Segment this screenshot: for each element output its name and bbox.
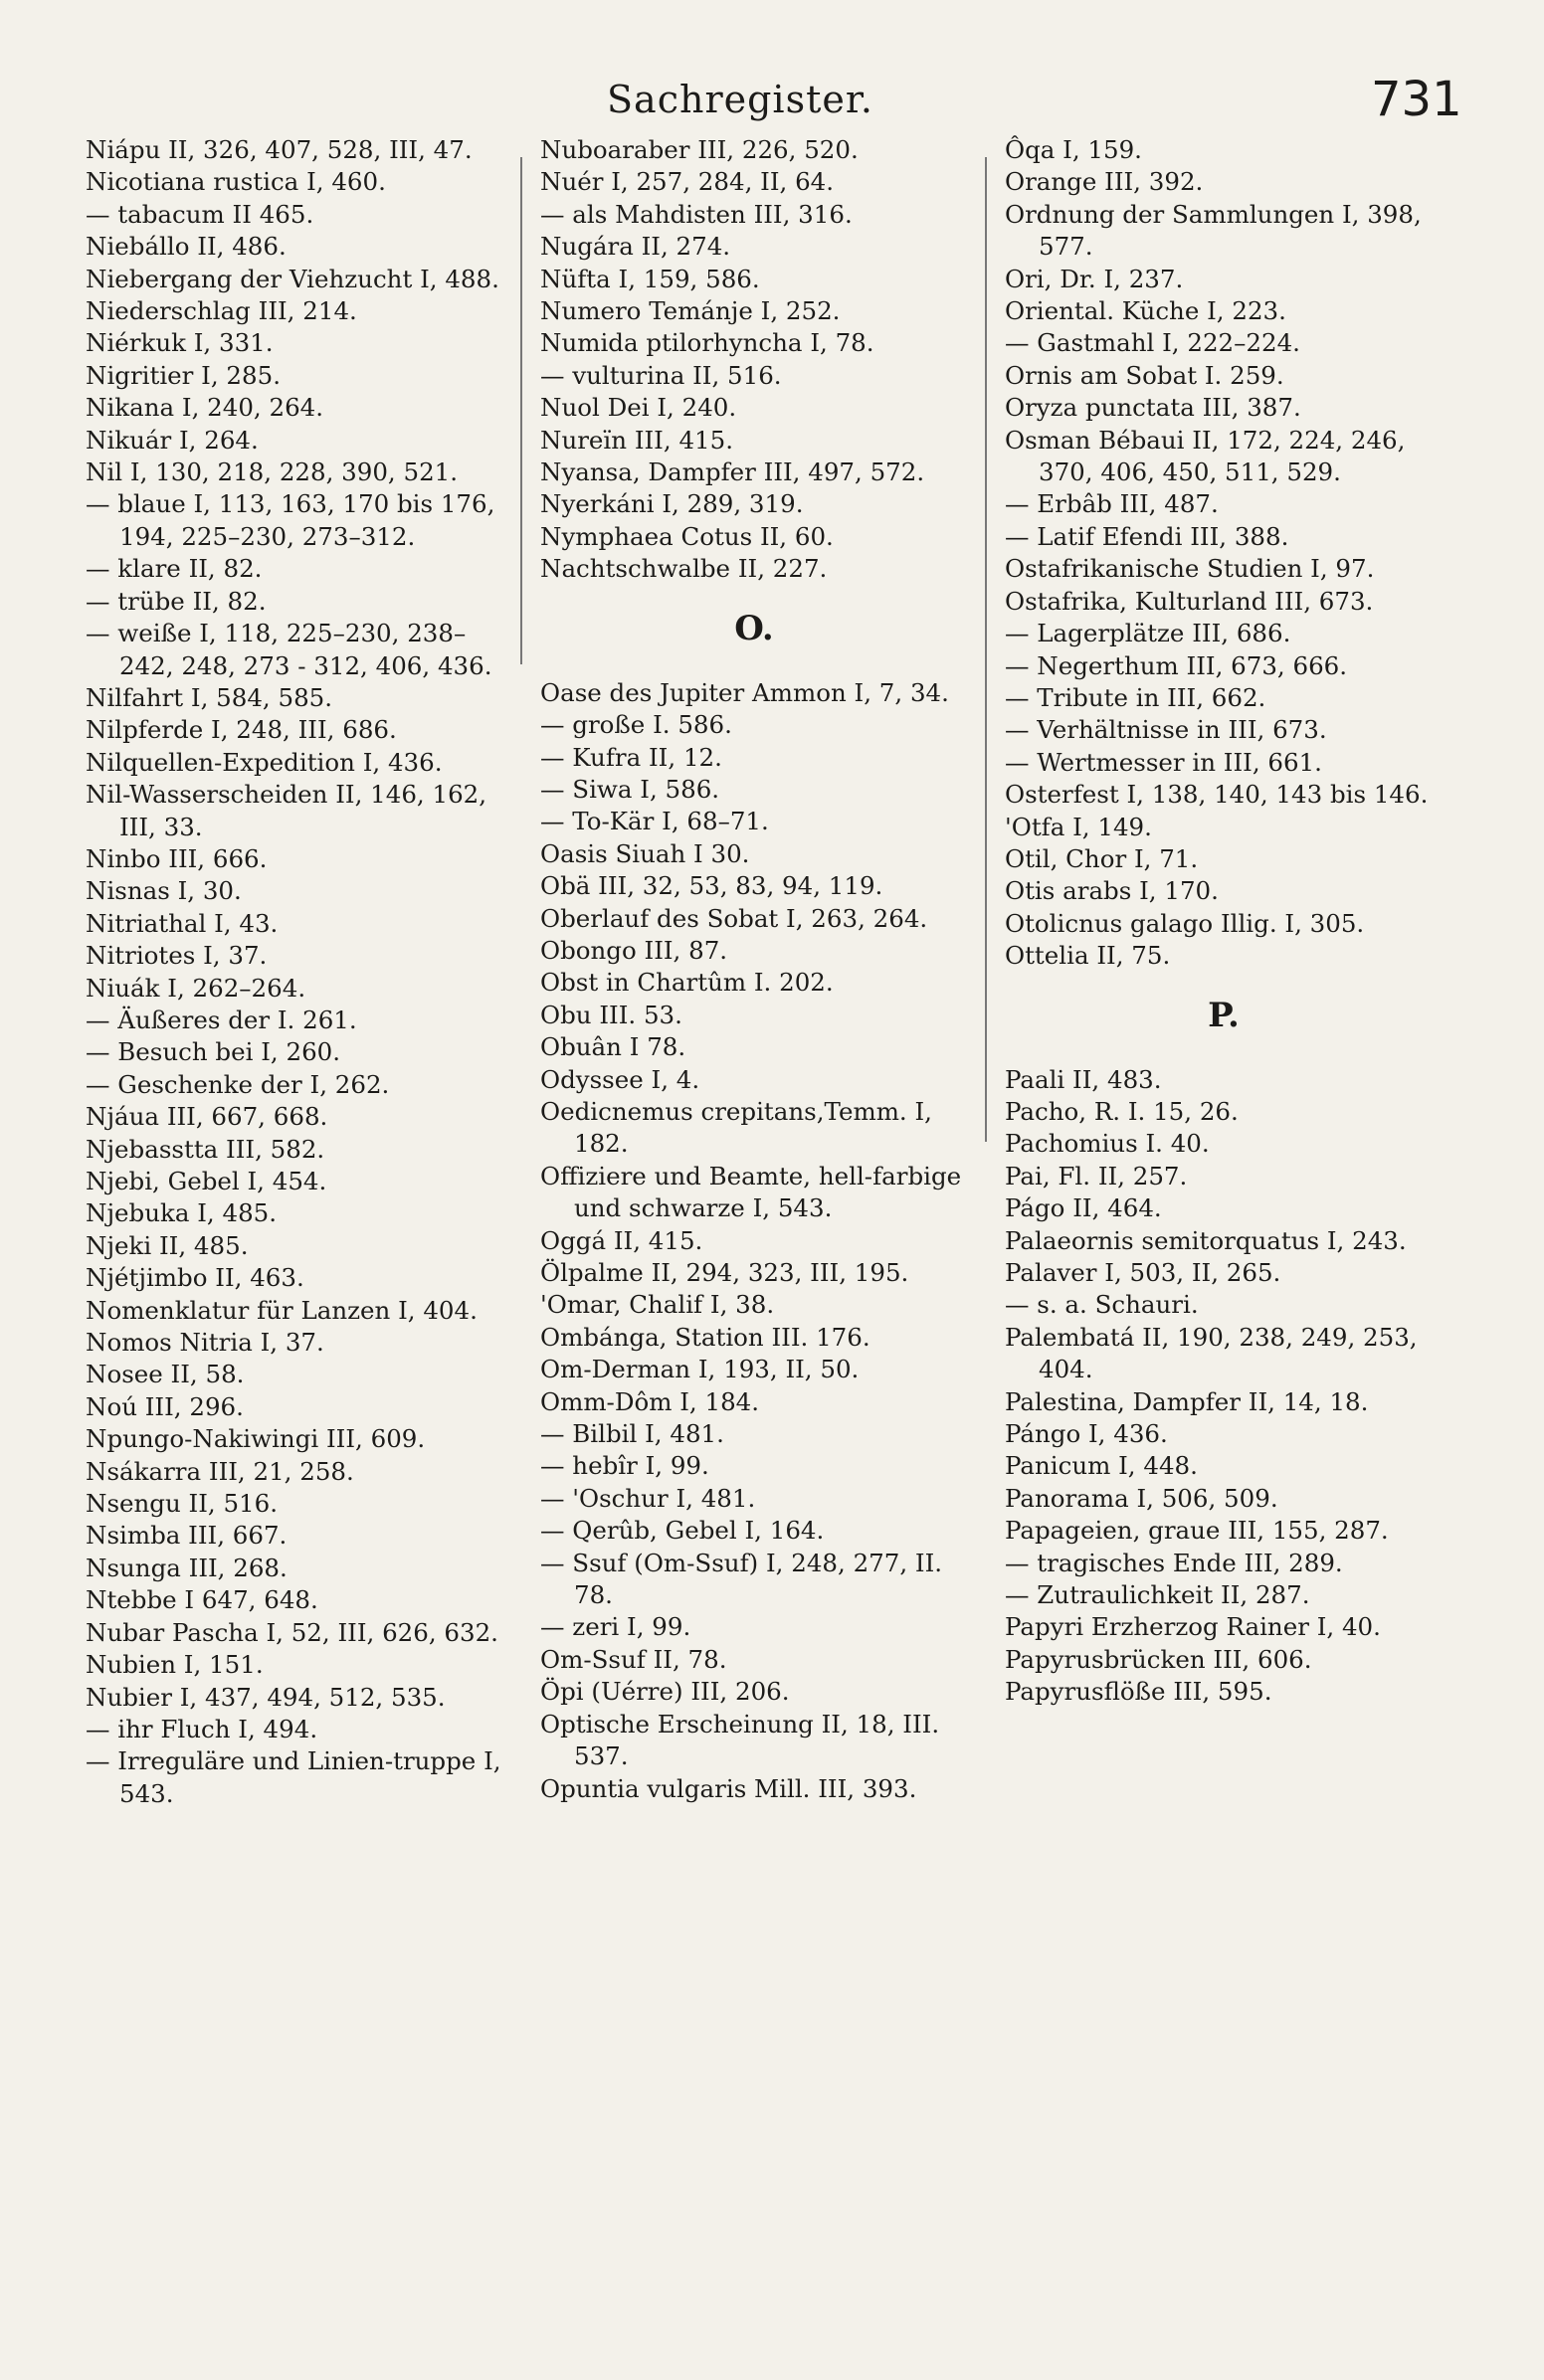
index-entry: Nilquellen-Expedition I, 436. — [86, 747, 443, 777]
index-entry: Pacho, R. I. 15, 26. — [1005, 1096, 1239, 1126]
index-entry: Oryza punctata III, 387. — [1005, 393, 1301, 423]
index-entry: Oriental. Küche I, 223. — [1005, 296, 1286, 326]
index-entry: Noú III, 296. — [86, 1391, 244, 1421]
index-entry: Orange III, 392. — [1005, 167, 1204, 197]
index-entry: — zeri I, 99. — [540, 1612, 691, 1642]
index-entry: Nsákarra III, 21, 258. — [86, 1456, 354, 1486]
index-entry: Npungo-Nakiwingi III, 609. — [86, 1424, 426, 1454]
letter-heading-o: O. — [734, 608, 774, 648]
index-entry: Palembatá II, 190, 238, 249, 253, 404. — [1005, 1322, 1418, 1384]
index-entry: Nüfta I, 159, 586. — [540, 264, 760, 293]
index-entry: Panicum I, 448. — [1005, 1451, 1198, 1481]
index-entry: Nilfahrt I, 584, 585. — [86, 682, 333, 712]
index-entry: — Latif Efendi III, 388. — [1005, 521, 1289, 551]
index-entry: — Irreguläre und Linien-truppe I, 543. — [86, 1746, 501, 1808]
index-entry: — Wertmesser in III, 661. — [1005, 747, 1322, 777]
index-entry: 'Otfa I, 149. — [1005, 812, 1152, 841]
running-head: Sachregister. — [607, 78, 873, 121]
index-entry: Nubien I, 151. — [86, 1650, 264, 1680]
index-entry: — tabacum II 465. — [86, 199, 314, 229]
index-entry: — tragisches Ende III, 289. — [1005, 1548, 1343, 1577]
index-entry: Opuntia vulgaris Mill. III, 393. — [540, 1773, 917, 1803]
index-entry: Ôqa I, 159. — [1005, 135, 1142, 164]
index-entry: Nubar Pascha I, 52, III, 626, 632. — [86, 1617, 498, 1647]
index-entry: Palaver I, 503, II, 265. — [1005, 1258, 1281, 1287]
index-entry: Palaeornis semitorquatus I, 243. — [1005, 1225, 1407, 1255]
index-entry: Panorama I, 506, 509. — [1005, 1483, 1278, 1513]
index-entry: Njebasstta III, 582. — [86, 1134, 325, 1164]
index-entry: Papyrusbrücken III, 606. — [1005, 1644, 1312, 1674]
index-entry: Nikana I, 240, 264. — [86, 393, 324, 423]
index-entry: Papyri Erzherzog Rainer I, 40. — [1005, 1612, 1381, 1642]
index-entry: Odyssee I, 4. — [540, 1064, 700, 1094]
index-entry: Niuák I, 262–264. — [86, 973, 306, 1003]
index-column-3 — [1005, 134, 1443, 1709]
index-entry: Nisnas I, 30. — [86, 876, 242, 906]
index-entry: — 'Oschur I, 481. — [540, 1483, 756, 1513]
index-entry: Nachtschwalbe II, 227. — [540, 554, 828, 584]
index-entry: Palestina, Dampfer II, 14, 18. — [1005, 1386, 1369, 1416]
index-entry: Osman Bébaui II, 172, 224, 246, 370, 406, 450, 511, 529. — [1005, 425, 1406, 487]
index-entry: Nsengu II, 516. — [86, 1489, 279, 1519]
index-entry: Nil-Wasserscheiden II, 146, 162, III, 33. — [86, 780, 487, 841]
index-entry: Nikuár I, 264. — [86, 425, 259, 455]
index-entry: — Besuch bei I, 260. — [86, 1037, 341, 1067]
index-entry: — blaue I, 113, 163, 170 bis 176, 194, 225–230, 273–312. — [86, 489, 495, 551]
index-entry: Ori, Dr. I, 237. — [1005, 264, 1184, 293]
index-entry: Optische Erscheinung II, 18, III. 537. — [540, 1709, 940, 1771]
index-entry: — Bilbil I, 481. — [540, 1419, 724, 1449]
index-entry: Nuol Dei I, 240. — [540, 393, 737, 423]
index-entry: Njétjimbo II, 463. — [86, 1263, 304, 1293]
index-entry: Nuér I, 257, 284, II, 64. — [540, 167, 835, 197]
index-entry: Om-Derman I, 193, II, 50. — [540, 1355, 860, 1384]
index-entry: Nomos Nitria I, 37. — [86, 1328, 324, 1358]
index-entry: Nugára II, 274. — [540, 232, 731, 262]
index-entry: Obu III. 53. — [540, 1000, 682, 1029]
index-entry: Nitriotes I, 37. — [86, 941, 268, 971]
index-entry: Niérkuk I, 331. — [86, 328, 274, 358]
index-entry: Obst in Chartûm I. 202. — [540, 968, 834, 998]
index-entry: Págo II, 464. — [1005, 1193, 1162, 1223]
index-entry: Nsimba III, 667. — [86, 1521, 288, 1551]
index-entry: Otis arabs I, 170. — [1005, 876, 1219, 906]
index-entry: Obongo III, 87. — [540, 935, 728, 965]
index-entry: Oberlauf des Sobat I, 263, 264. — [540, 903, 928, 933]
index-entry: — große I. 586. — [540, 710, 732, 740]
index-entry: Ninbo III, 666. — [86, 843, 268, 873]
index-entry: Pángo I, 436. — [1005, 1419, 1168, 1449]
index-entry: — als Mahdisten III, 316. — [540, 199, 853, 229]
index-entry: Om-Ssuf II, 78. — [540, 1644, 727, 1674]
index-entry: Ntebbe I 647, 648. — [86, 1585, 318, 1615]
index-entry: — Gastmahl I, 222–224. — [1005, 328, 1300, 358]
index-entry: Ölpalme II, 294, 323, III, 195. — [540, 1258, 909, 1287]
index-entry: Nyerkáni I, 289, 319. — [540, 489, 804, 519]
index-column-2 — [540, 134, 968, 1805]
index-entry: Otil, Chor I, 71. — [1005, 843, 1199, 873]
index-entry: Oase des Jupiter Ammon I, 7, 34. — [540, 677, 949, 707]
index-entry: Ottelia II, 75. — [1005, 941, 1171, 971]
index-entry: Niederschlag III, 214. — [86, 296, 357, 326]
index-entry: Numida ptilorhyncha I, 78. — [540, 328, 874, 358]
index-entry: Obuân I 78. — [540, 1032, 686, 1062]
index-entry: — trübe II, 82. — [86, 586, 267, 616]
index-entry: — To-Kär I, 68–71. — [540, 807, 769, 836]
index-entry: Nicotiana rustica I, 460. — [86, 167, 386, 197]
index-entry: — hebîr I, 99. — [540, 1451, 709, 1481]
index-entry: Offiziere und Beamte, hell-farbige und schwarze I, 543. — [540, 1161, 962, 1223]
index-entry: Niebállo II, 486. — [86, 232, 287, 262]
index-entry: Numero Temánje I, 252. — [540, 296, 841, 326]
entry-list — [1005, 134, 1443, 973]
index-entry: Nyansa, Dampfer III, 497, 572. — [540, 458, 925, 487]
index-entry: Nureïn III, 415. — [540, 425, 733, 455]
index-entry: — Äußeres der I. 261. — [86, 1005, 357, 1034]
index-entry: Nymphaea Cotus II, 60. — [540, 521, 834, 551]
index-entry: — Kufra II, 12. — [540, 742, 722, 772]
index-entry: Ornis am Sobat I. 259. — [1005, 360, 1284, 390]
index-entry: Njebi, Gebel I, 454. — [86, 1167, 327, 1195]
index-entry: — Siwa I, 586. — [540, 774, 720, 804]
index-entry: Nilpferde I, 248, III, 686. — [86, 715, 397, 745]
index-entry: Njeki II, 485. — [86, 1230, 249, 1260]
index-entry: — weiße I, 118, 225–230, 238–242, 248, 273 - 312, 406, 436. — [86, 619, 492, 680]
index-entry: Obä III, 32, 53, 83, 94, 119. — [540, 871, 883, 901]
index-entry: Paali II, 483. — [1005, 1064, 1162, 1094]
index-entry: — Zutraulichkeit II, 287. — [1005, 1580, 1310, 1610]
index-entry: — Geschenke der I, 262. — [86, 1069, 390, 1099]
page-number: 731 — [1371, 72, 1462, 127]
letter-heading-p: P. — [1208, 995, 1240, 1035]
index-entry: — vulturina II, 516. — [540, 360, 782, 390]
index-entry: Oggá II, 415. — [540, 1225, 703, 1255]
index-entry: Oasis Siuah I 30. — [540, 838, 750, 868]
index-entry: Njebuka I, 485. — [86, 1198, 278, 1228]
index-entry: Niápu II, 326, 407, 528, III, 47. — [86, 135, 473, 164]
index-entry: Ostafrika, Kulturland III, 673. — [1005, 586, 1374, 616]
index-entry: Ombánga, Station III. 176. — [540, 1322, 870, 1352]
index-entry: Omm-Dôm I, 184. — [540, 1386, 760, 1416]
index-entry: — Ssuf (Om-Ssuf) I, 248, 277, II. 78. — [540, 1548, 943, 1610]
index-entry: Nitriathal I, 43. — [86, 908, 279, 938]
index-entry: Otolicnus galago Illig. I, 305. — [1005, 908, 1365, 938]
index-entry: Niebergang der Viehzucht I, 488. — [86, 264, 499, 293]
page-header — [0, 60, 1544, 127]
index-entry: 'Omar, Chalif I, 38. — [540, 1290, 775, 1320]
index-entry: — Verhältnisse in III, 673. — [1005, 715, 1327, 745]
index-entry: — Erbâb III, 487. — [1005, 489, 1219, 519]
entry-list — [1005, 1064, 1443, 1709]
index-entry: Papyrusflöße III, 595. — [1005, 1677, 1272, 1707]
index-entry: — s. a. Schauri. — [1005, 1290, 1199, 1320]
index-entry: — Tribute in III, 662. — [1005, 682, 1266, 712]
index-entry: Papageien, graue III, 155, 287. — [1005, 1516, 1389, 1546]
index-entry: — Lagerplätze III, 686. — [1005, 619, 1291, 648]
index-entry: — klare II, 82. — [86, 554, 263, 584]
entry-list — [540, 677, 968, 1805]
entry-list — [540, 134, 968, 586]
index-entry: Nosee II, 58. — [86, 1360, 245, 1389]
index-entry: Pachomius I. 40. — [1005, 1129, 1210, 1159]
index-entry: — Negerthum III, 673, 666. — [1005, 650, 1348, 680]
index-column-1 — [86, 134, 513, 1810]
index-entry: Nil I, 130, 218, 228, 390, 521. — [86, 458, 459, 487]
index-entry: Nomenklatur für Lanzen I, 404. — [86, 1295, 478, 1325]
column-divider — [985, 157, 987, 1142]
index-entry: Nsunga III, 268. — [86, 1553, 288, 1582]
column-divider — [520, 157, 522, 664]
index-entry: Öpi (Uérre) III, 206. — [540, 1677, 790, 1707]
index-entry: Osterfest I, 138, 140, 143 bis 146. — [1005, 780, 1429, 810]
index-entry: — Qerûb, Gebel I, 164. — [540, 1516, 825, 1546]
index-entry: Ordnung der Sammlungen I, 398, 577. — [1005, 199, 1422, 262]
index-entry: Oedicnemus crepitans,Temm. I, 182. — [540, 1096, 932, 1159]
index-entry: Nuboaraber III, 226, 520. — [540, 135, 859, 164]
index-entry: Nigritier I, 285. — [86, 360, 281, 390]
index-entry: Njáua III, 667, 668. — [86, 1102, 328, 1132]
index-entry: Ostafrikanische Studien I, 97. — [1005, 554, 1375, 584]
index-entry: Pai, Fl. II, 257. — [1005, 1161, 1188, 1190]
index-entry: — ihr Fluch I, 494. — [86, 1714, 318, 1743]
index-entry: Nubier I, 437, 494, 512, 535. — [86, 1682, 446, 1712]
